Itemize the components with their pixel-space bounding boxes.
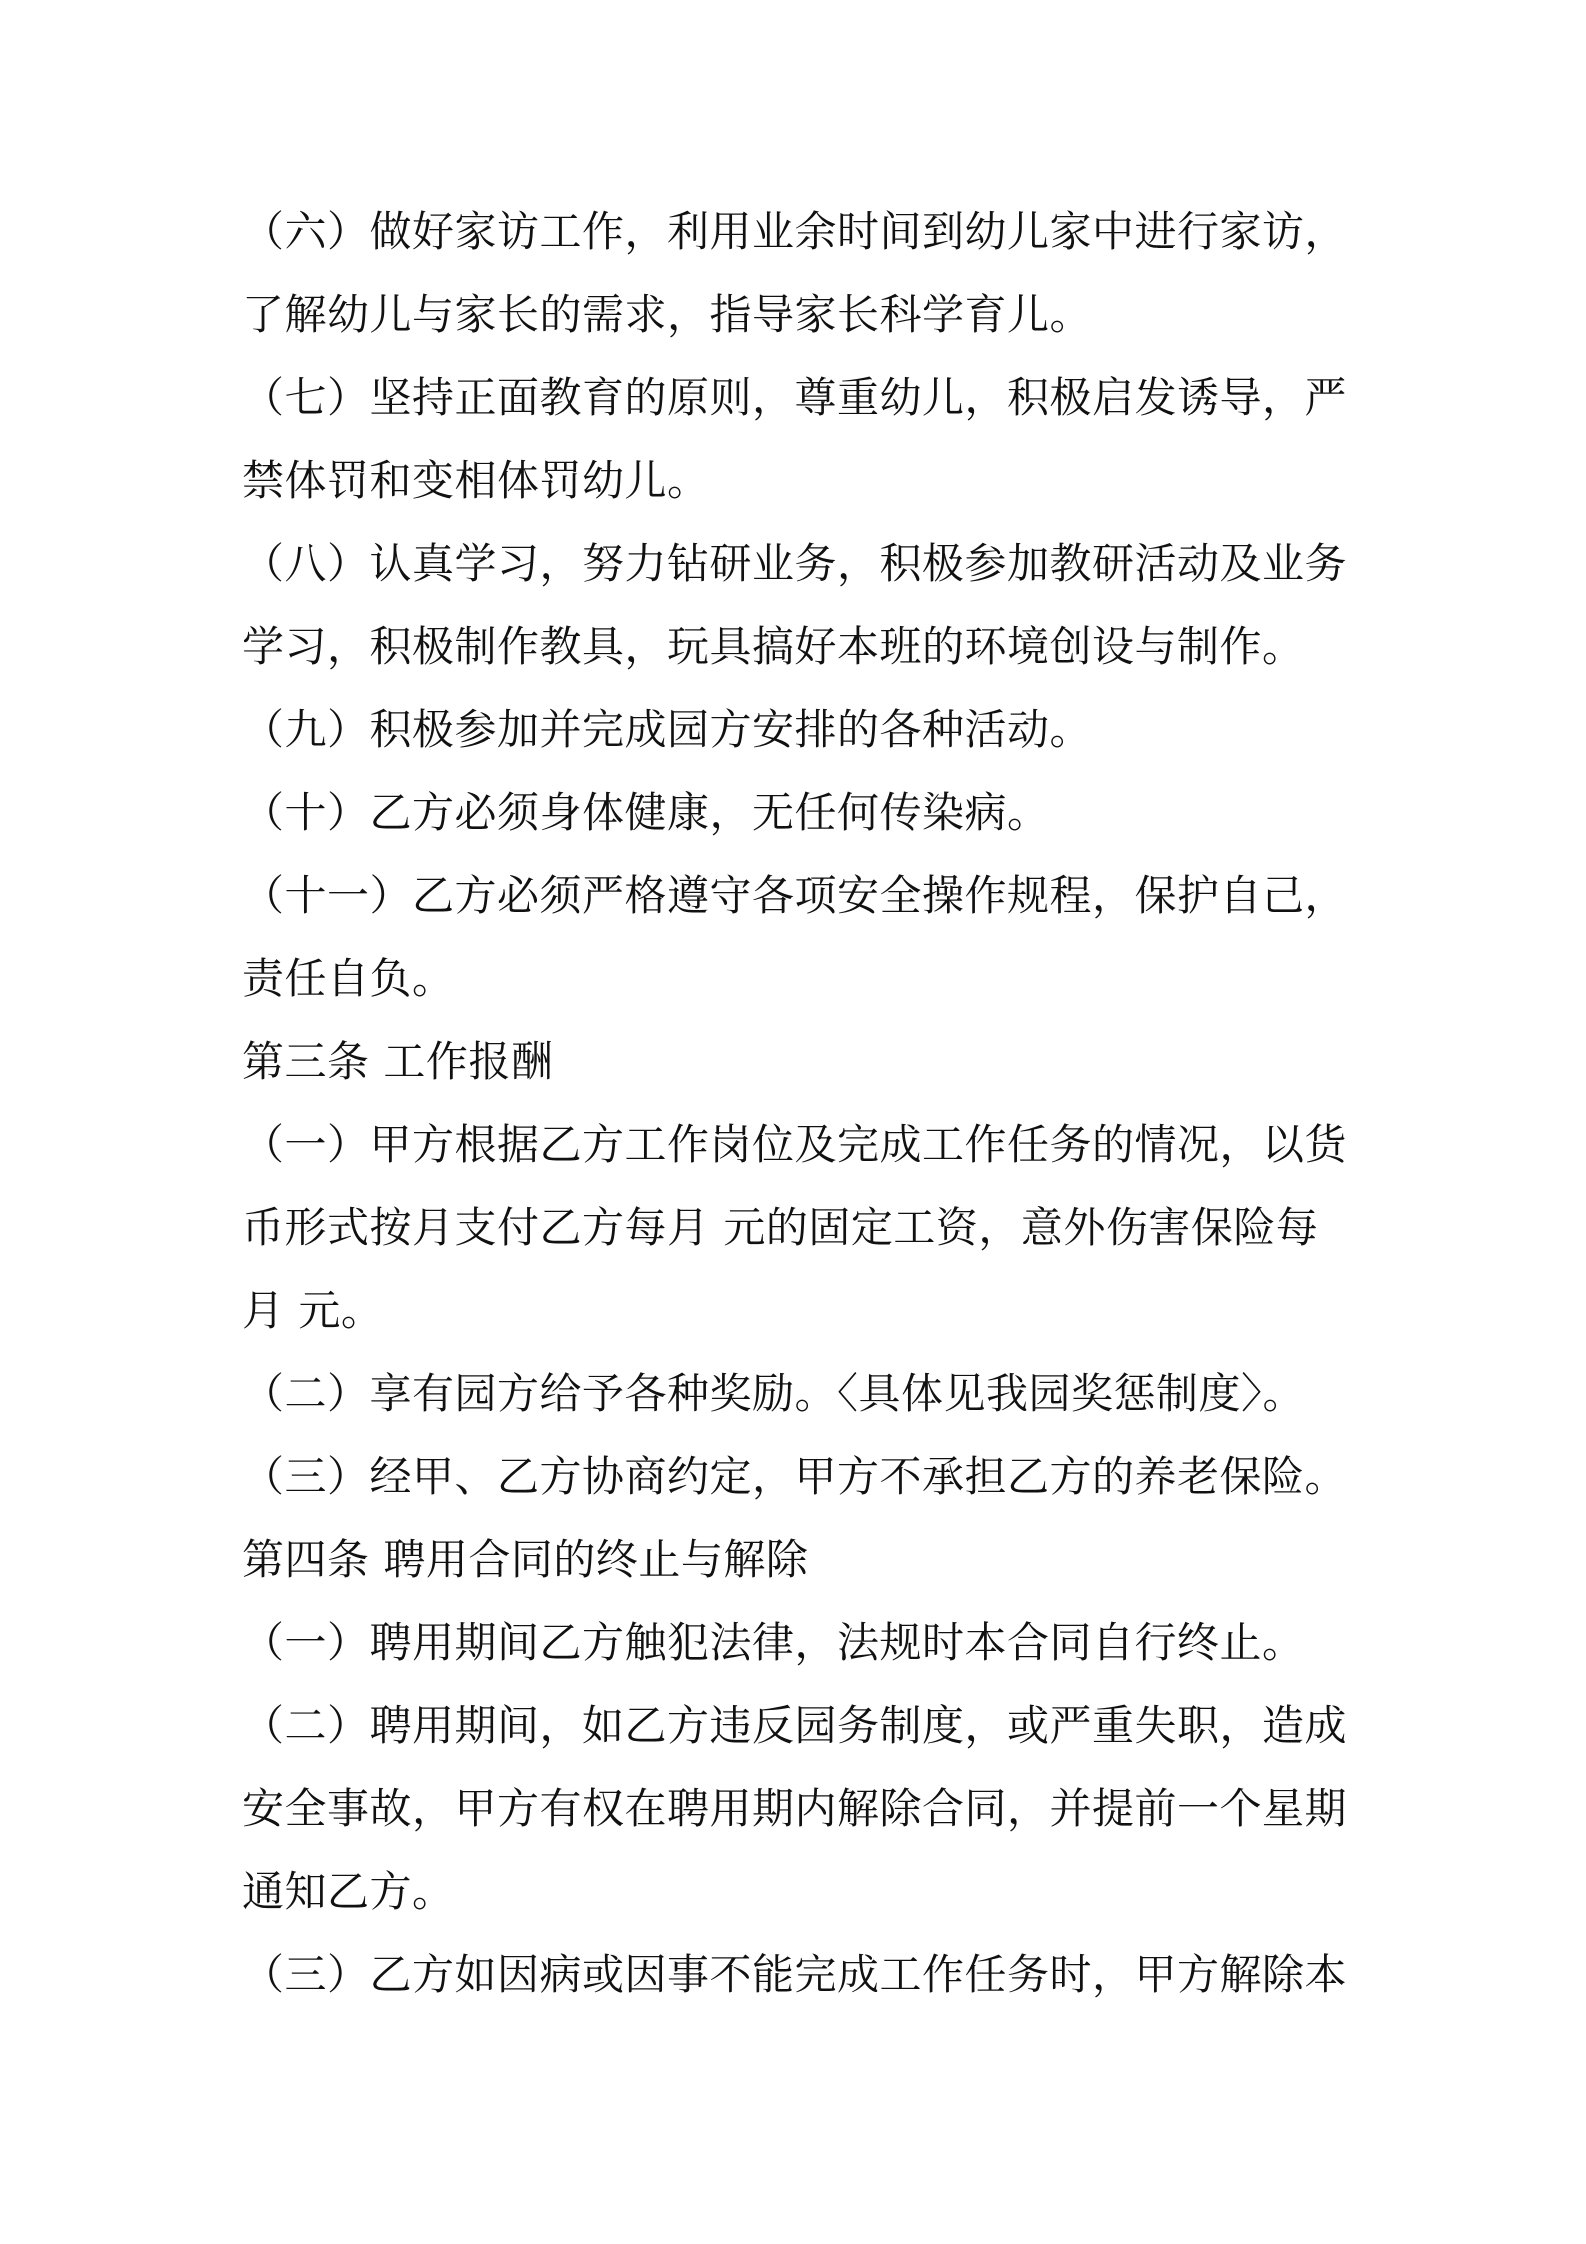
article-3-clause-2: [242, 1352, 1362, 1435]
clause-6: [242, 190, 1362, 356]
text-line: 学习，积极制作教具，玩具搞好本班的环境创设与制作。: [242, 622, 1305, 671]
article-3-clause-1: [242, 1103, 1362, 1352]
text-line: 了解幼儿与家长的需求，指导家长科学育儿。: [242, 290, 1093, 339]
section-heading: 第三条 工作报酬: [242, 1037, 554, 1086]
article-4-clause-1: [242, 1601, 1362, 1684]
clause-10: [242, 771, 1362, 854]
text-line: （七）坚持正面教育的原则，尊重幼儿，积极启发诱导，严: [242, 373, 1348, 422]
text-line: （十一）乙方必须严格遵守各项安全操作规程，保护自己，: [242, 871, 1348, 920]
clause-11: [242, 854, 1362, 1020]
text-line: （二）聘用期间，如乙方违反园务制度，或严重失职，造成: [242, 1701, 1348, 1750]
text-line: （一）聘用期间乙方触犯法律，法规时本合同自行终止。: [242, 1618, 1305, 1667]
article-3-clause-3: [242, 1435, 1362, 1518]
text-line: 通知乙方。: [242, 1867, 455, 1916]
clause-9: [242, 688, 1362, 771]
clause-8: [242, 522, 1362, 688]
text-line: （六）做好家访工作，利用业余时间到幼儿家中进行家访，: [242, 207, 1348, 256]
clause-7: [242, 356, 1362, 522]
article-4-heading: [242, 1518, 1362, 1601]
text-line: （三）乙方如因病或因事不能完成工作任务时，甲方解除本: [242, 1950, 1348, 1999]
text-line: （二）享有园方给予各种奖励。〈具体见我园奖惩制度〉。: [242, 1369, 1306, 1418]
text-line: 责任自负。: [242, 954, 455, 1003]
text-line: （八）认真学习，努力钻研业务，积极参加教研活动及业务: [242, 539, 1348, 588]
text-line: 月 元。: [242, 1286, 384, 1335]
article-4-clause-3: [242, 1933, 1362, 2016]
article-4-clause-2: [242, 1684, 1362, 1933]
text-line: 禁体罚和变相体罚幼儿。: [242, 456, 710, 505]
document-body: [242, 190, 1362, 2016]
article-3-heading: [242, 1020, 1362, 1103]
text-line: （十）乙方必须身体健康，无任何传染病。: [242, 788, 1050, 837]
text-line: （三）经甲、乙方协商约定，甲方不承担乙方的养老保险。: [242, 1452, 1348, 1501]
text-line: （九）积极参加并完成园方安排的各种活动。: [242, 705, 1093, 754]
text-line: 币形式按月支付乙方每月 元的固定工资，意外伤害保险每: [242, 1203, 1319, 1252]
text-line: 安全事故，甲方有权在聘用期内解除合同，并提前一个星期: [242, 1784, 1348, 1833]
section-heading: 第四条 聘用合同的终止与解除: [242, 1535, 809, 1584]
text-line: （一）甲方根据乙方工作岗位及完成工作任务的情况，以货: [242, 1120, 1348, 1169]
